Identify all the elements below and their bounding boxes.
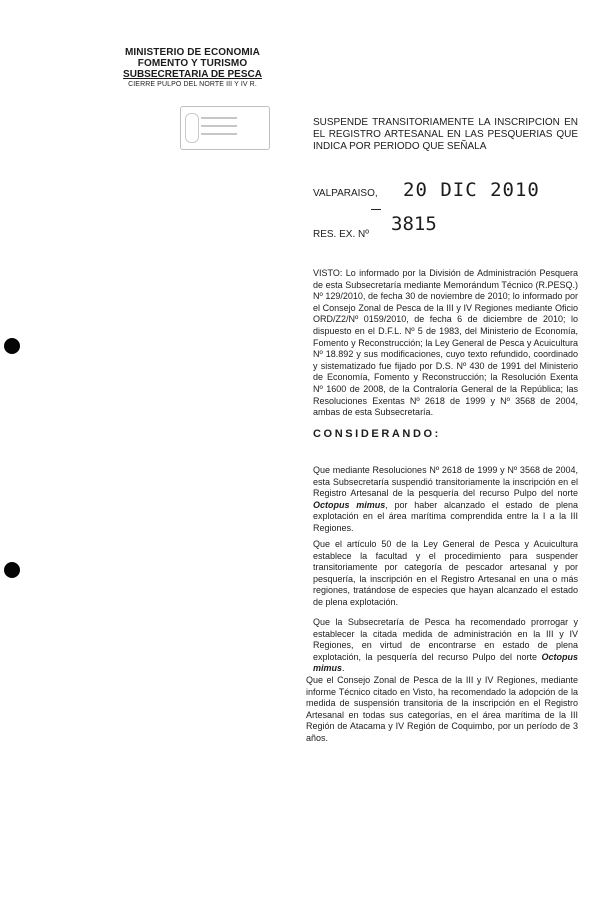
divider bbox=[371, 209, 381, 210]
resolution-title: SUSPENDE TRANSITORIAMENTE LA INSCRIPCION EN EL REGISTRO ARTESANAL EN LAS PESQUERIAS QUE INDICA POR PERIODO QUE SEÑALA bbox=[313, 117, 578, 152]
species-name: Octopus mimus bbox=[313, 499, 386, 510]
letterhead-reference: CIERRE PULPO DEL NORTE III Y IV R. bbox=[128, 81, 257, 88]
paragraph-text: Que el Consejo Zonal de Pesca de la III y IV Regiones, mediante informe Técnico citado en Visto, ha recomendado la adopción de la medida de suspensión transitoria de la inscripción en el Registro Artesanal en todas sus categorías, en el área marítima de la III Región de Atacama y IV Región de Coquimbo, por un período de 3 años. bbox=[306, 675, 578, 743]
paragraph-text: , por haber alcanzado el estado de plena explotación en el área marítima comprendida entre la I a la III Regiones. bbox=[313, 499, 578, 533]
visto-paragraph bbox=[103, 268, 578, 419]
letterhead-ministry: MINISTERIO DE ECONOMIA bbox=[125, 47, 260, 58]
letterhead-ministry-2: FOMENTO Y TURISMO bbox=[137, 58, 248, 69]
punch-hole bbox=[4, 562, 20, 578]
resolution-label: RES. EX. Nº bbox=[313, 229, 369, 240]
paragraph-text: Que mediante Resoluciones Nº 2618 de 1999 y Nº 3568 de 2004, esta Subsecretaría suspendió transitoriamente la inscripción en el Registro Artesanal de la pesquería del recurso Pulpo del norte bbox=[313, 465, 578, 499]
punch-hole bbox=[4, 338, 20, 354]
letterhead-subsecretary: SUBSECRETARIA DE PESCA bbox=[123, 69, 262, 80]
stamp-mark bbox=[180, 106, 270, 150]
resolution-number: 3815 bbox=[391, 213, 437, 235]
place: VALPARAISO, bbox=[313, 188, 378, 199]
paragraph-text: Que el artículo 50 de la Ley General de Pesca y Acuicultura establece la facultad y el procedimiento para suspender transitoriamente por categoría de pescador artesanal y por pesquería, la inscripción en el Registro Artesanal en una o más regiones, tratándose de especies que hayan alcanzado el estado de plena explotación. bbox=[313, 539, 578, 607]
letterhead bbox=[110, 47, 275, 89]
considerando-paragraph-3 bbox=[103, 617, 578, 675]
considerando-heading: CONSIDERANDO: bbox=[313, 428, 441, 440]
date-stamp: 20 DIC 2010 bbox=[403, 179, 540, 201]
visto-text: VISTO: Lo informado por la División de Administración Pesquera de esta Subsecretaría mediante Memorándum Técnico (R.PESQ.) Nº 129/2010, de fecha 30 de noviembre de 2010; lo informado por el Consejo Zonal de Pesca de la III y IV Regiones mediante Oficio ORD/Z2/Nº 0159/2010, de fecha 6 de diciembre de 2010; lo dispuesto en el D.F.L. Nº 5 de 1983, del Ministerio de Economía, Fomento y Reconstrucción; la Ley General de Pesca y Acuicultura Nº 18.892 y sus modificaciones, cuyo texto refundido, coordinado y sistematizado fue fijado por D.S. Nº 430 de 1991 del Ministerio de Economía, Fomento y Reconstrucción; la Resolución Exenta Nº 1600 de 2008, de la Contraloría General de la República; las Resoluciones Exentas Nº 2618 de 1999 y Nº 3568 de 2004, ambas de esta Subsecretaría. bbox=[313, 268, 578, 418]
species-name: Octopus mimus bbox=[313, 651, 578, 674]
paragraph-text: . bbox=[342, 663, 345, 674]
considerando-paragraph-1 bbox=[103, 465, 578, 535]
paragraph-text: Que la Subsecretaría de Pesca ha recomendado prorrogar y establecer la citada medida de administración en la III y IV Regiones, en virtud de encontrarse en estado de plena explotación, la pesquería del recurso Pulpo del norte bbox=[313, 617, 578, 662]
considerando-paragraph-4 bbox=[103, 675, 578, 745]
considerando-paragraph-2 bbox=[103, 539, 578, 609]
